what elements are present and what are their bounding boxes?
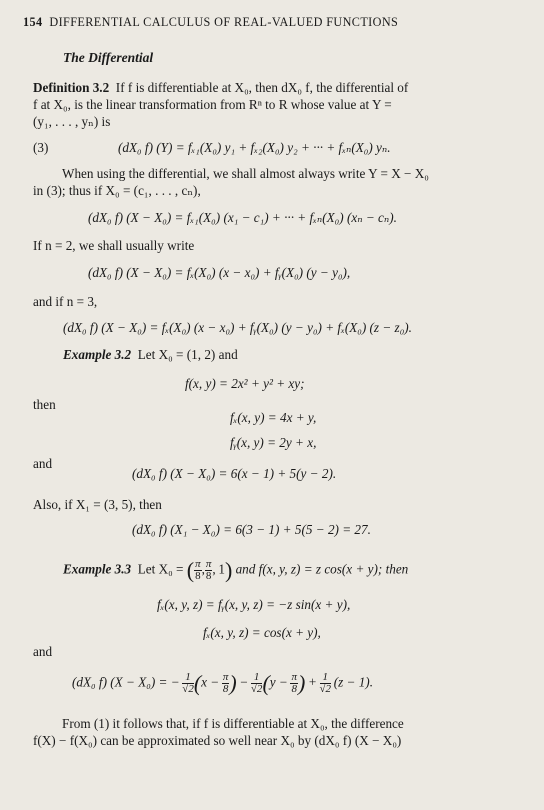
- equation-fz: fₓ(x, y, z) = cos(x + y),: [203, 625, 321, 640]
- fraction-denominator: 8: [222, 683, 229, 695]
- equation-differential-3-3: [72, 672, 373, 695]
- comma: ,: [201, 561, 205, 577]
- equation-fx: fₓ(x, y) = 4x + y,: [230, 410, 317, 425]
- example-3-3-let: Let X₀ =: [137, 561, 184, 577]
- one-over-root-2-c: [320, 672, 332, 695]
- and-word: and: [33, 456, 53, 471]
- term-1: x −: [201, 674, 220, 690]
- fraction-denominator: √2: [182, 683, 194, 695]
- left-paren: (: [193, 670, 202, 696]
- running-title: DIFFERENTIAL CALCULUS OF REAL-VALUED FUNCTIONS: [49, 15, 399, 29]
- fraction-numerator: π: [195, 558, 201, 570]
- fraction-denominator: √2: [319, 683, 332, 695]
- plus-sign: +: [307, 674, 317, 690]
- minus-sign: −: [239, 674, 249, 690]
- left-paren: (: [262, 670, 270, 696]
- equation-fxy: fₓ(x, y, z) = fᵧ(x, y, z) = −z sin(x + y),: [157, 597, 351, 612]
- differential-lhs: (dX₀ f) (X − X₀) = −: [72, 674, 180, 690]
- example-3-3-intro: [63, 559, 408, 582]
- fraction-numerator: 1: [182, 672, 194, 684]
- fraction-denominator: √2: [250, 683, 263, 695]
- then-word: then: [33, 397, 56, 412]
- equation-n3: (dX₀ f) (X − X₀) = fₓ(X₀) (x − x₀) + fᵧ(X₀) (y − y₀) + fₓ(X₀) (z − z₀).: [63, 320, 412, 335]
- comma: ,: [212, 561, 216, 577]
- fraction-numerator: 1: [320, 672, 332, 684]
- paragraph-1-line-2: in (3); thus if X₀ = (c₁, . . . , cₙ),: [33, 183, 201, 198]
- pi-over-8-a: [194, 559, 202, 582]
- pi-over-8-d: [290, 672, 298, 695]
- term-2: y −: [269, 674, 288, 690]
- example-3-2-text: Let X₀ = (1, 2) and: [137, 347, 238, 362]
- definition-line-1: [33, 80, 408, 96]
- right-paren: ): [224, 557, 233, 583]
- right-paren: ): [297, 670, 306, 696]
- definition-label: Definition 3.2: [33, 80, 110, 95]
- page-number: 154: [23, 15, 43, 29]
- example-3-3-label: Example 3.3: [63, 561, 132, 577]
- fraction-numerator: π: [205, 558, 212, 570]
- equation-f: f(x, y) = 2x² + y² + xy;: [185, 376, 305, 391]
- one-over-root-2-a: [182, 672, 194, 695]
- fraction-numerator: π: [291, 671, 297, 683]
- fraction-numerator: π: [222, 671, 229, 683]
- n2-intro: If n = 2, we shall usually write: [33, 238, 195, 253]
- example-3-2-label: Example 3.2: [63, 347, 132, 362]
- fraction-numerator: 1: [251, 672, 263, 684]
- one-over-root-2-b: [251, 672, 263, 695]
- definition-line-3: (y₁, . . . , yₙ) is: [33, 114, 111, 129]
- left-paren: (: [186, 557, 195, 583]
- equation-3: (dX₀ f) (Y) = fₓ₁(X₀) y₁ + fₓ₂(X₀) y₂ + ··· + fₓₙ(X₀) yₙ.: [118, 140, 391, 155]
- equation-differential-value: (dX₀ f) (X₁ − X₀) = 6(3 − 1) + 5(5 − 2) = 27.: [132, 522, 371, 537]
- definition-text-1: If f is differentiable at X₀, then dX₀ f, the differential of: [115, 80, 409, 95]
- running-header: [23, 14, 398, 30]
- paragraph-1-line-1: When using the differential, we shall almost always write Y = X − X₀: [62, 166, 429, 181]
- term-3: (z − 1).: [333, 674, 373, 690]
- fraction-denominator: 8: [195, 570, 201, 582]
- equation-general: (dX₀ f) (X − X₀) = fₓ₁(X₀) (x₁ − c₁) + ··· + fₓₙ(X₀) (xₙ − cₙ).: [88, 210, 397, 225]
- n3-intro: and if n = 3,: [33, 294, 98, 309]
- fraction-denominator: 8: [205, 570, 212, 582]
- one: 1: [218, 561, 225, 577]
- equation-3-tag: (3): [33, 140, 49, 155]
- example-3-3-rest: and f(x, y, z) = z cos(x + y); then: [235, 561, 409, 577]
- equation-fy: fᵧ(x, y) = 2y + x,: [230, 435, 317, 450]
- section-title: The Differential: [63, 50, 154, 65]
- definition-line-2: f at X₀, is the linear transformation from Rⁿ to R whose value at Y =: [33, 97, 392, 112]
- right-paren: ): [229, 670, 237, 696]
- fraction-denominator: 8: [291, 683, 297, 695]
- closing-line-1: From (1) it follows that, if f is differentiable at X₀, the difference: [62, 716, 404, 731]
- also-line: Also, if X₁ = (3, 5), then: [33, 497, 162, 512]
- equation-n2: (dX₀ f) (X − X₀) = fₓ(X₀) (x − x₀) + fᵧ(X₀) (y − y₀),: [88, 265, 351, 280]
- example-3-2-intro: [63, 347, 238, 363]
- and-word-2: and: [33, 644, 53, 659]
- equation-differential: (dX₀ f) (X − X₀) = 6(x − 1) + 5(y − 2).: [132, 466, 337, 481]
- closing-line-2: f(X) − f(X₀) can be approximated so well near X₀ by (dX₀ f) (X − X₀): [33, 733, 402, 748]
